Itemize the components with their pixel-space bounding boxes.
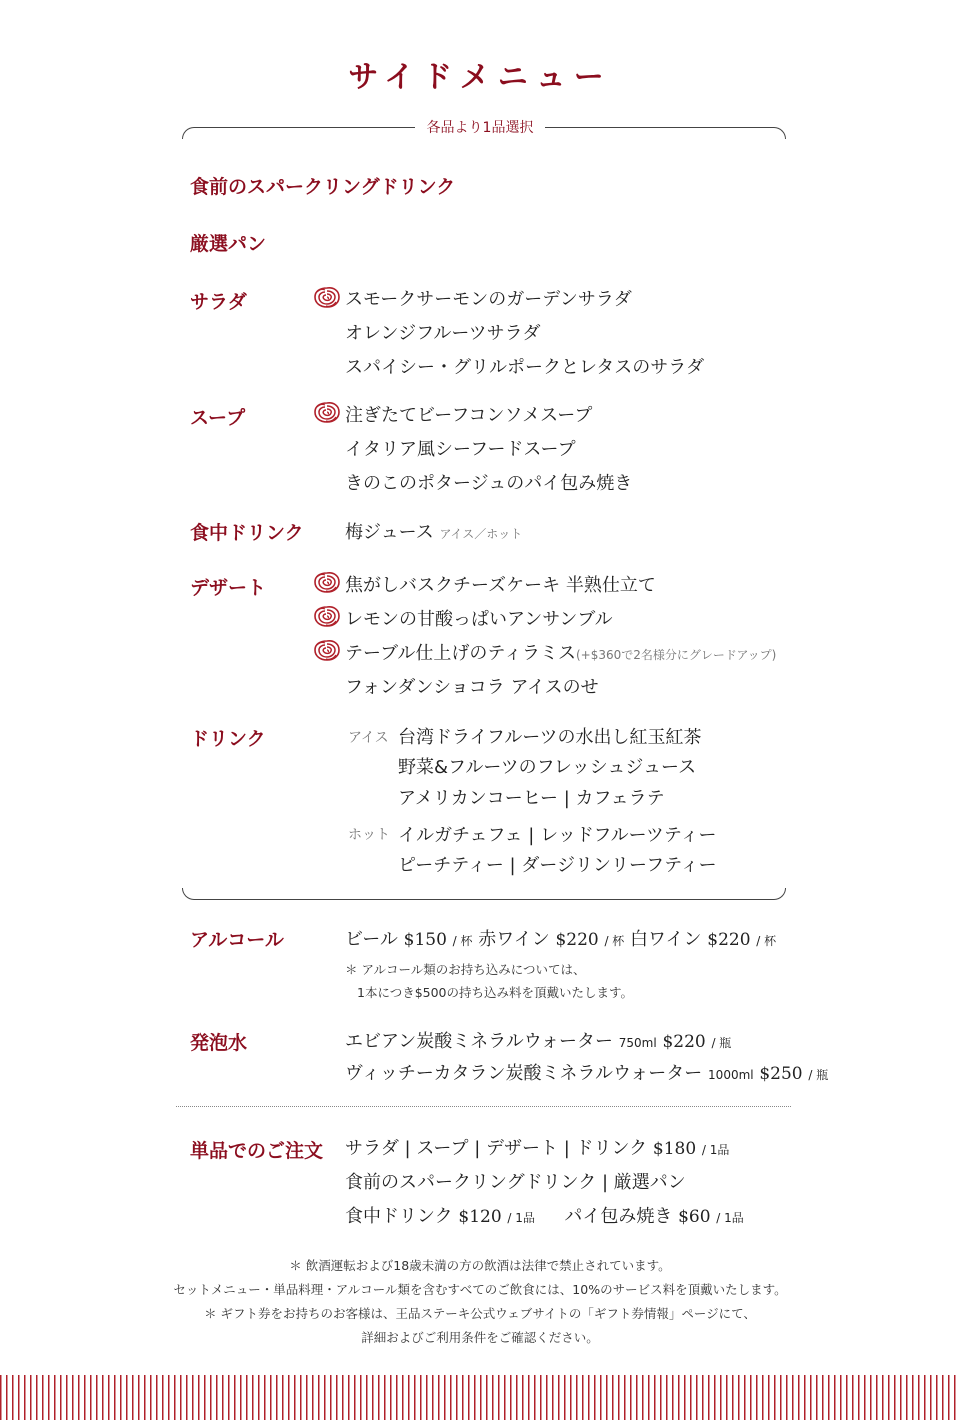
mid-drink-note: アイス／ホット xyxy=(439,527,523,541)
single-order-items: 食中ドリンク xyxy=(345,1206,453,1227)
price-unit: / 瓶 xyxy=(711,1036,732,1050)
footer-line: ＊ 飲酒運転および18歳未満の方の飲酒は法律で禁止されています。 xyxy=(289,1258,671,1273)
price-unit: / 杯 xyxy=(604,934,625,948)
beer-price: $150 xyxy=(403,930,447,950)
dessert-item: レモンの甘酸っぱいアンサンブル xyxy=(345,609,613,630)
alcohol-note-line: ＊ アルコール類のお持ち込みについては、 xyxy=(345,962,586,977)
salad-item: オレンジフルーツサラダ xyxy=(345,323,541,344)
rose-icon xyxy=(314,639,340,661)
footer-notes xyxy=(0,1254,960,1350)
single-order-items: サラダ | スープ | デザート | ドリンク xyxy=(345,1138,648,1159)
category-drink: ドリンク xyxy=(190,728,266,750)
price-unit: / 瓶 xyxy=(808,1068,829,1082)
footer-line: ＊ ギフト券をお持ちのお客様は、王品ステーキ公式ウェブサイトの「ギフト券情報」ページにて、 xyxy=(204,1306,756,1321)
salad-item: スモークサーモンのガーデンサラダ xyxy=(345,289,632,310)
single-order-price: $180 xyxy=(652,1139,697,1159)
single-order-line: 食前のスパークリングドリンク | 厳選パン xyxy=(345,1172,686,1193)
alcohol-prices xyxy=(345,925,776,951)
drink-item: アメリカンコーヒー | カフェラテ xyxy=(398,788,665,809)
drink-item: イルガチェフェ | レッドフルーツティー xyxy=(398,825,717,846)
category-dessert: デザート xyxy=(190,577,267,599)
category-soup: スープ xyxy=(190,407,246,429)
footer-line: セットメニュー・単品料理・アルコール類を含むすべてのご飲食には、10%のサービス料を頂戴いたします。 xyxy=(173,1282,787,1297)
dessert-item xyxy=(345,639,776,665)
single-order-line xyxy=(345,1134,729,1160)
water-price: $220 xyxy=(662,1032,706,1052)
price-unit: / 1品 xyxy=(507,1211,535,1225)
section-divider xyxy=(176,1106,791,1107)
red-wine-label: 赤ワイン xyxy=(478,929,550,950)
decorative-stripes xyxy=(0,1375,960,1420)
drink-item: 野菜&フルーツのフレッシュジュース xyxy=(398,757,697,778)
water-item xyxy=(345,1027,731,1053)
soup-item: イタリア風シーフードスープ xyxy=(345,439,576,460)
dessert-item: 焦がしバスクチーズケーキ 半熟仕立て xyxy=(345,575,656,596)
single-order-price: $120 xyxy=(458,1207,502,1227)
price-unit: / 1品 xyxy=(716,1211,744,1225)
white-wine-label: 白ワイン xyxy=(630,929,702,950)
red-wine-price: $220 xyxy=(555,930,599,950)
single-order-items: パイ包み焼き xyxy=(564,1206,673,1227)
water-volume: 1000ml xyxy=(708,1068,754,1082)
dessert-item: フォンダンショコラ アイスのせ xyxy=(345,677,599,698)
ice-label: アイス xyxy=(348,730,389,746)
beer-label: ビール xyxy=(345,929,398,950)
water-item xyxy=(345,1059,828,1085)
drink-item: 台湾ドライフルーツの水出し紅玉紅茶 xyxy=(398,727,702,748)
subtitle xyxy=(0,117,960,137)
water-name: エビアン炭酸ミネラルウォーター xyxy=(345,1031,614,1052)
soup-item: きのこのポタージュのパイ包み焼き xyxy=(345,473,633,494)
page-title: サイドメニュー xyxy=(348,60,612,95)
water-price: $250 xyxy=(759,1064,803,1084)
single-order-line xyxy=(345,1202,744,1228)
category-salad: サラダ xyxy=(190,291,247,313)
alcohol-note xyxy=(345,958,633,1004)
category-sparkling: 食前のスパークリングドリンク xyxy=(190,176,456,198)
dessert-upgrade-note: (+$360で2名様分にグレードアップ) xyxy=(575,648,777,662)
alcohol-note-line: 1本につき$500の持ち込み料を頂戴いたします。 xyxy=(357,985,634,1000)
mid-drink-item xyxy=(345,518,522,544)
water-name: ヴィッチーカタラン炭酸ミネラルウォーター xyxy=(345,1063,703,1084)
drink-item: ピーチティー | ダージリンリーフティー xyxy=(398,855,717,876)
category-bread: 厳選パン xyxy=(190,233,267,255)
single-order-price: $60 xyxy=(678,1207,711,1227)
rose-icon xyxy=(314,571,340,593)
price-unit: / 杯 xyxy=(756,934,777,948)
water-volume: 750ml xyxy=(618,1036,657,1050)
category-single: 単品でのご注文 xyxy=(190,1140,324,1162)
hot-label: ホット xyxy=(348,827,390,843)
white-wine-price: $220 xyxy=(707,930,751,950)
price-unit: / 1品 xyxy=(701,1143,730,1157)
dessert-item-name: テーブル仕上げのティラミス xyxy=(345,643,576,664)
category-sparkling-water: 発泡水 xyxy=(190,1032,248,1054)
category-alcohol: アルコール xyxy=(190,929,284,951)
rose-icon xyxy=(314,286,340,308)
price-unit: / 杯 xyxy=(452,934,473,948)
rose-icon xyxy=(314,605,340,627)
footer-line: 詳細およびご利用条件をご確認ください。 xyxy=(361,1330,599,1345)
salad-item: スパイシー・グリルポークとレタスのサラダ xyxy=(345,357,705,378)
mid-drink-name: 梅ジュース xyxy=(345,522,434,543)
soup-item: 注ぎたてビーフコンソメスープ xyxy=(345,405,593,426)
rose-icon xyxy=(314,401,340,423)
category-mid-drink: 食中ドリンク xyxy=(190,522,304,544)
subtitle-text: 各品より1品選択 xyxy=(415,120,546,136)
frame-bottom-border xyxy=(182,888,786,900)
